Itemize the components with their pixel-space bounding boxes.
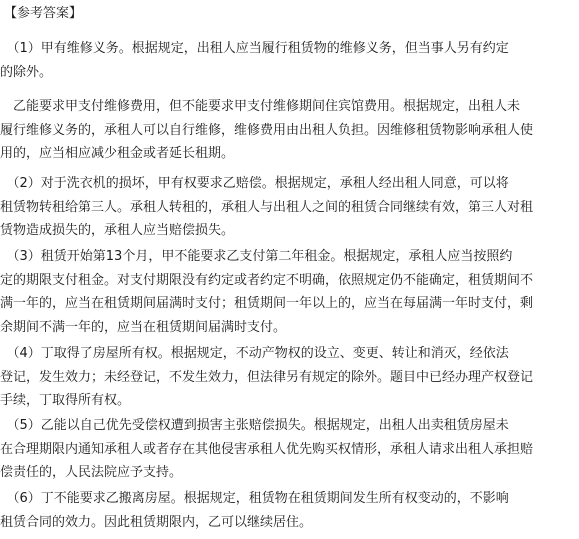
reference-answer-heading: 【参考答案】 bbox=[4, 6, 83, 21]
paragraph-line: 登记，发生效力；未经登记，不发生效力，但法律另有规定的除外。题目中已经办理产权登记 bbox=[0, 369, 534, 385]
paragraph-line: 手续，丁取得所有权。 bbox=[0, 393, 131, 408]
paragraph-line: （6）丁不能要求乙搬离房屋。根据规定，租赁物在租赁期间发生所有权变动的，不影响 bbox=[0, 491, 509, 506]
paragraph-line: 乙能要求甲支付维修费用，但不能要求甲支付维修期间住宾馆费用。根据规定，出租人未 bbox=[0, 99, 521, 114]
paragraph-line: （4）丁取得了房屋所有权。根据规定，不动产物权的设立、变更、转让和消灭，经依法 bbox=[0, 346, 509, 361]
answer-paragraph-5 bbox=[0, 342, 579, 413]
paragraph-line: 满一年的，应当在租赁期间届满时支付；租赁期间一年以上的，应当在每届满一年时支付，剩 bbox=[0, 296, 534, 311]
paragraph-line: 偿责任的，人民法院应予支持。 bbox=[0, 465, 183, 480]
paragraph-line: 履行维修义务的，承租人可以自行维修，维修费用由出租人负担。因维修租赁物影响承租人使 bbox=[0, 122, 534, 138]
paragraph-line: 余期间不满一年的，应当在租赁期间届满时支付。 bbox=[0, 319, 287, 335]
answer-paragraph-3 bbox=[0, 172, 579, 243]
paragraph-line: 定的期限支付租金。对支付期限没有约定或者约定不明确，依照规定仍不能确定，租赁期间不 bbox=[0, 272, 534, 288]
paragraph-line: 的除外。 bbox=[0, 64, 53, 80]
paragraph-line: （5）乙能以自己优先受偿权遭到损害主张赔偿损失。根据规定，出租人出卖租赁房屋未 bbox=[0, 418, 509, 433]
paragraph-line: 用的，应当相应减少租金或者延长租期。 bbox=[0, 146, 235, 161]
paragraph-line: （3）租赁开始第13个月，甲不能要求乙支付第二年租金。根据规定，承租人应当按照约 bbox=[0, 249, 513, 264]
answer-paragraph-7 bbox=[0, 487, 579, 534]
paragraph-line: 在合理期限内通知承租人或者存在其他侵害承租人优先购买权情形，承租人请求出租人承担赔 bbox=[0, 441, 534, 457]
answer-paragraph-4 bbox=[0, 245, 579, 339]
paragraph-line: 赁物造成损失的，承租人应当赔偿损失。 bbox=[0, 223, 235, 238]
paragraph-line: 租赁合同的效力。因此租赁期限内，乙可以继续居住。 bbox=[0, 514, 313, 530]
answer-paragraph-2 bbox=[0, 95, 579, 166]
paragraph-line: （2）对于洗衣机的损坏，甲有权要求乙赔偿。根据规定，承租人经出租人同意，可以将 bbox=[0, 176, 509, 191]
answer-paragraph-1 bbox=[0, 37, 579, 84]
paragraph-line: （1）甲有维修义务。根据规定，出租人应当履行租赁物的维修义务，但当事人另有约定 bbox=[0, 41, 509, 56]
paragraph-line: 租赁物转租给第三人。承租人转租的，承租人与出租人之间的租赁合同继续有效，第三人对租 bbox=[0, 199, 534, 215]
answer-paragraph-6 bbox=[0, 414, 579, 485]
